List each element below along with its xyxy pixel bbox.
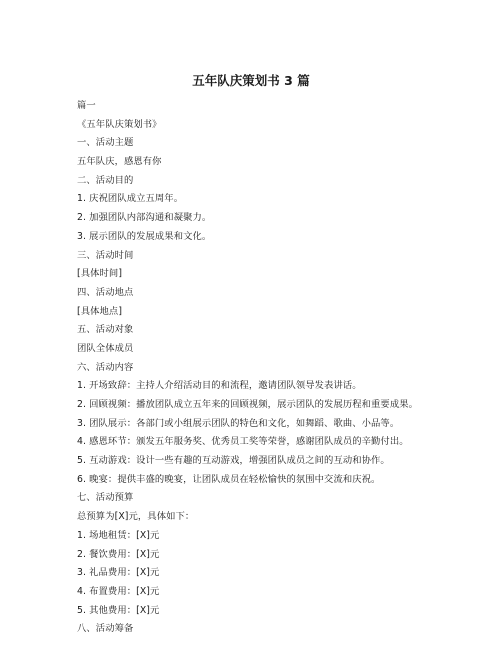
body-text: [具体时间] <box>77 268 123 280</box>
list-item: 4. 布置费用：[X]元 <box>77 585 160 597</box>
section-heading: 一、活动主题 <box>77 137 134 149</box>
section-heading: 三、活动时间 <box>77 249 134 261</box>
body-text: 五年队庆，感恩有你 <box>77 156 162 168</box>
list-item: 6. 晚宴：提供丰盛的晚宴，让团队成员在轻松愉快的氛围中交流和庆祝。 <box>77 473 381 485</box>
list-item: 2. 加强团队内部沟通和凝聚力。 <box>77 212 212 224</box>
document-title: 五年队庆策划书 3 篇 <box>192 73 310 88</box>
section-heading: 五、活动对象 <box>77 324 134 336</box>
section-heading: 七、活动预算 <box>77 492 134 504</box>
body-text: 团队全体成员 <box>77 342 134 354</box>
document-body <box>77 97 497 639</box>
book-title-line: 《五年队庆策划书》 <box>77 118 162 130</box>
body-text: 总预算为[X]元，具体如下： <box>77 511 195 523</box>
section-heading: 二、活动目的 <box>77 174 134 186</box>
list-item: 2. 回顾视频：播放团队成立五年来的回顾视频，展示团队的发展历程和重要成果。 <box>77 399 419 410</box>
list-item: 5. 其他费用：[X]元 <box>77 604 160 616</box>
list-item: 5. 互动游戏：设计一些有趣的互动游戏，增强团队成员之间的互动和协作。 <box>77 455 390 467</box>
list-item: 1. 庆祝团队成立五周年。 <box>77 193 184 205</box>
list-item: 2. 餐饮费用：[X]元 <box>77 548 160 560</box>
list-item: 1. 场地租赁：[X]元 <box>77 529 160 541</box>
list-item: 3. 展示团队的发展成果和文化。 <box>77 230 212 242</box>
list-item: 1. 开场致辞：主持人介绍活动目的和流程，邀请团队领导发表讲话。 <box>77 380 362 392</box>
list-item: 3. 团队展示：各部门或小组展示团队的特色和文化，如舞蹈、歌曲、小品等。 <box>77 417 400 429</box>
list-item: 4. 感恩环节：颁发五年服务奖、优秀员工奖等荣誉，感谢团队成员的辛勤付出。 <box>77 436 409 448</box>
list-item: 3. 礼品费用：[X]元 <box>77 567 160 579</box>
section-heading: 四、活动地点 <box>77 286 134 298</box>
section-heading: 六、活动内容 <box>77 361 134 373</box>
section-heading: 八、活动筹备 <box>77 623 134 635</box>
section-heading: 篇一 <box>77 100 96 111</box>
body-text: [具体地点] <box>77 305 123 317</box>
